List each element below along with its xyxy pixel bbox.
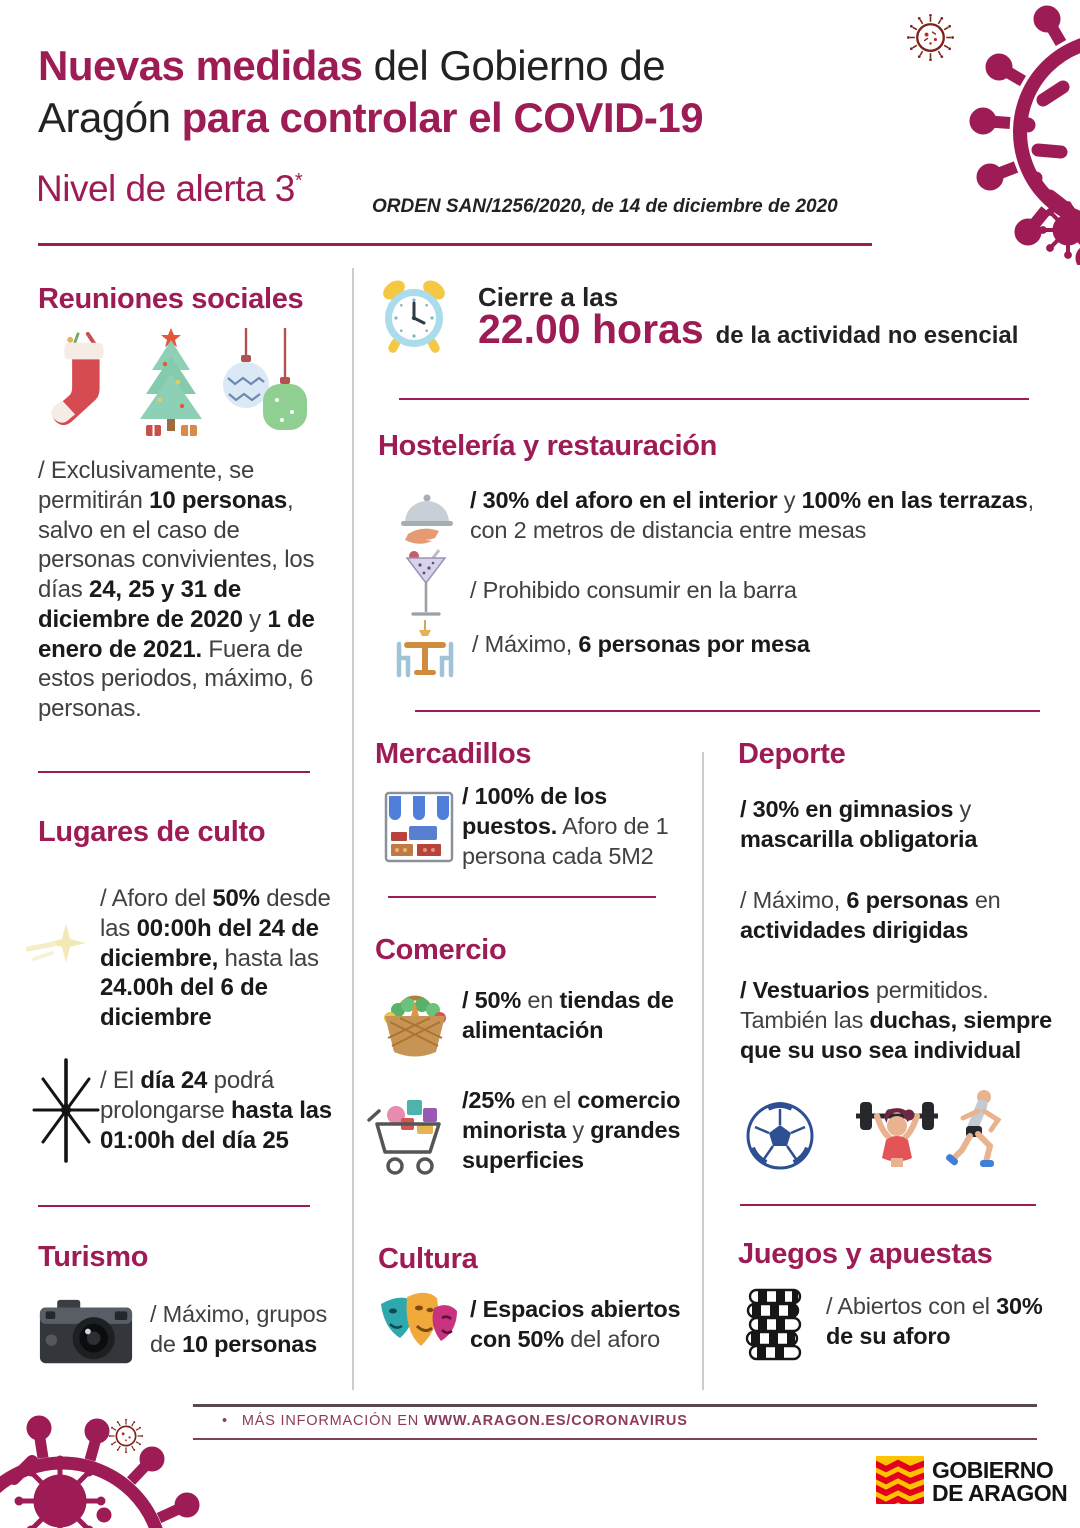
theater-masks-icon [376, 1288, 464, 1358]
camera-icon [36, 1296, 136, 1368]
aragon-flag-icon [876, 1456, 924, 1504]
logo-line-1: GOBIERNO [932, 1457, 1054, 1483]
section-title-turismo: Turismo [38, 1241, 149, 1273]
footer-divider-bottom [193, 1438, 1037, 1440]
closure-prefix: Cierre a las [478, 282, 619, 312]
header-divider [38, 243, 872, 246]
section-divider [38, 1205, 310, 1207]
deporte-item-2: / Máximo, 6 personas en actividades dirigidas [740, 887, 1001, 943]
footer-info-prefix: MÁS INFORMACIÓN EN [241, 1413, 424, 1429]
title-plain-1: del Gobierno de [362, 42, 666, 89]
mercadillos-item-1: / 100% de los puestos. Aforo de 1 persona cada 5M2 [462, 783, 669, 869]
section-divider [399, 398, 1029, 400]
soccer-ball-icon [744, 1100, 816, 1172]
serving-dish-icon [398, 490, 456, 546]
section-title-deporte: Deporte [738, 738, 846, 770]
closure-suffix: de la actividad no esencial [715, 322, 1019, 349]
section-title-reuniones: Reuniones sociales [38, 283, 304, 315]
section-divider [388, 896, 656, 898]
section-title-culto: Lugares de culto [38, 816, 266, 848]
food-basket-icon [378, 988, 452, 1058]
poker-chips-icon [742, 1286, 806, 1364]
running-icon [944, 1088, 1006, 1176]
section-divider [38, 771, 310, 773]
footer-info [222, 1413, 688, 1429]
christmas-stocking-icon [36, 328, 121, 431]
bethlehem-star-icon [26, 1058, 106, 1163]
page-title [38, 40, 878, 144]
alert-level-text: Nivel de alerta 3 [36, 168, 295, 209]
column-divider-right [702, 752, 704, 1390]
footer-info-url: WWW.ARAGON.ES/CORONAVIRUS [423, 1413, 688, 1429]
title-accent-2: para controlar el COVID-19 [181, 94, 704, 142]
closure-statement [478, 306, 1018, 353]
hosteleria-item-3: / Máximo, 6 personas por mesa [472, 631, 810, 657]
juegos-item-1: / Abiertos con el 30% de su aforo [826, 1293, 1043, 1349]
weightlifting-icon [852, 1094, 942, 1179]
alert-asterisk: * [294, 170, 303, 192]
market-stall-icon [383, 788, 455, 866]
column-divider-left [352, 268, 354, 1390]
reuniones-body: / Exclusivamente, se permitirán 10 personas, salvo en el caso de personas convivientes, los días 24, 25 y 31 de diciembre de 2020 y 1 de enero de 2021. Fuera de estos periodos, máximo, 6 personas. [38, 457, 315, 722]
hosteleria-item-1: / 30% del aforo en el interior y 100% en las terrazas, con 2 metros de distancia entre mesas [470, 487, 1034, 543]
footer-divider-top [193, 1404, 1037, 1407]
order-reference: ORDEN SAN/1256/2020, de 14 de diciembre de 2020 [372, 196, 838, 217]
turismo-item-1: / Máximo, grupos de 10 personas [150, 1301, 328, 1357]
shooting-star-icon [26, 915, 98, 975]
section-title-comercio: Comercio [375, 934, 507, 966]
government-logo-text [932, 1459, 1067, 1504]
title-plain-2: Aragón [38, 94, 182, 142]
cocktail-icon [402, 548, 450, 626]
comercio-item-1: / 50% en tiendas de alimentación [462, 987, 674, 1043]
deporte-item-1: / 30% en gimnasios y mascarilla obligatoria [740, 796, 978, 852]
table-chairs-icon [392, 620, 458, 680]
closure-time: 22.00 horas [478, 306, 704, 352]
deporte-item-3: / Vestuarios permitidos. También las duchas, siempre que su uso sea individual [740, 977, 1052, 1063]
large-virus-icon [940, 0, 1080, 265]
bullet-icon: • [222, 1413, 228, 1429]
culto-item-1: / Aforo del 50% desde las 00:00h del 24 de diciembre, hasta las 24.00h del 6 de diciembre [100, 885, 331, 1031]
title-accent-1: Nuevas medidas [38, 42, 363, 89]
alarm-clock-icon [378, 276, 450, 354]
section-title-juegos: Juegos y apuestas [738, 1238, 993, 1270]
section-title-cultura: Cultura [378, 1243, 478, 1275]
hosteleria-item-2: / Prohibido consumir en la barra [470, 577, 797, 603]
section-title-mercadillos: Mercadillos [375, 738, 532, 770]
christmas-tree-icon [132, 326, 210, 438]
alert-level [36, 168, 302, 210]
shopping-cart-icon [365, 1088, 451, 1180]
cultura-item-1: / Espacios abiertos con 50% del aforo [470, 1296, 681, 1352]
small-virus-icon-bottom [106, 1416, 146, 1456]
section-divider [415, 710, 1040, 712]
logo-line-2: DE ARAGON [932, 1479, 1068, 1506]
comercio-item-2: /25% en el comercio minorista y grandes superficies [462, 1087, 681, 1173]
culto-item-2: / El día 24 podrá prolongarse hasta las 01:00h del día 25 [100, 1067, 332, 1154]
section-divider [740, 1204, 1036, 1206]
ornaments-icon [222, 328, 307, 433]
section-title-hosteleria: Hostelería y restauración [378, 430, 718, 462]
